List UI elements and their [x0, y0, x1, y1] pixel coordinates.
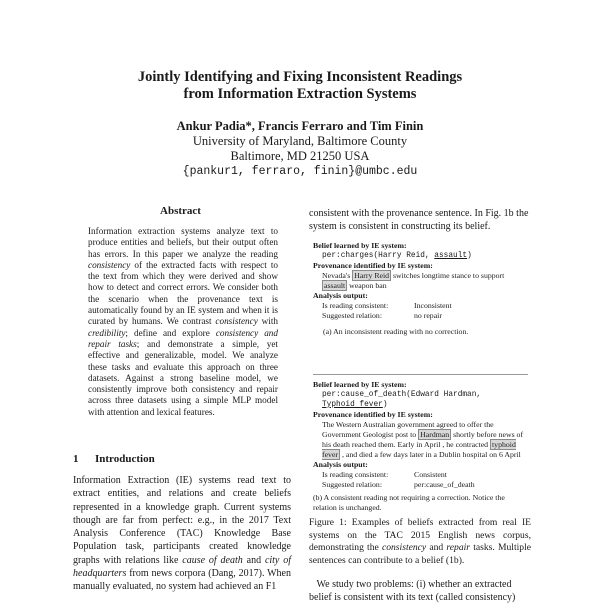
- provenance-text: Nevada's: [322, 271, 353, 280]
- analysis-row: [313, 470, 528, 480]
- intro-emphasis: city of headquarters: [73, 554, 292, 580]
- provenance-text: The Western Australian government agreed to offer the Government Geologist post to: [322, 420, 494, 439]
- analysis-key: Is reading consistent:: [322, 301, 389, 310]
- caption-text: tasks. Multiple sentences can contribute to a belief (1b).: [309, 542, 531, 566]
- provenance-text: shortly before news of his death reached them. Early in April , he contracted: [322, 430, 524, 449]
- abstract-emphasis: credibility: [88, 327, 126, 338]
- analysis-key: Suggested relation:: [322, 480, 382, 489]
- belief-text: per:cause_of_death(Edward Hardman,: [322, 391, 482, 399]
- abstract-text: ; define and explore: [125, 327, 216, 338]
- highlighted-object: assault: [324, 281, 346, 290]
- study-paragraph: [309, 578, 531, 604]
- caption-text: Figure 1: Examples of beliefs extracted from real IE systems on the TAC 2015 English news corpus, demonstrating the: [309, 517, 531, 554]
- belief-text: ): [467, 252, 472, 260]
- analysis-key: Is reading consistent:: [322, 470, 389, 479]
- analysis-value: per:cause_of_death: [414, 480, 475, 489]
- analysis-value: no repair: [414, 311, 442, 320]
- belief-label: Belief learned by IE system:: [313, 241, 407, 250]
- analysis-row: [313, 301, 528, 311]
- provenance-label: Provenance identified by IE system:: [313, 261, 433, 270]
- belief-object: assault: [434, 252, 468, 260]
- provenance-sentence: [313, 420, 528, 460]
- title-line-2: from Information Extraction Systems: [183, 86, 417, 102]
- provenance-sentence: [313, 271, 528, 291]
- highlighted-object: typhoid fever: [322, 440, 516, 459]
- intro-text: from news corpora (Dang, 2017). When manually evaluated, no system had achieved an F1: [73, 568, 291, 593]
- belief-triple: [313, 251, 528, 261]
- abstract-emphasis: consistency: [88, 259, 131, 270]
- provenance-text: weapon ban: [347, 281, 387, 290]
- belief-object: Typhoid fever: [322, 401, 383, 409]
- affiliation: University of Maryland, Baltimore County: [192, 134, 408, 148]
- analysis-value: Inconsistent: [414, 301, 452, 310]
- paper-title: [0, 69, 600, 103]
- intro-text: Information Extraction (IE) systems read text to extract entities, and relations and create beliefs represented in a knowledge graph. Current systems though are far from perfect: e.g., in the 2017 Text Analysis Conference (TAC) Knowledge Base Population task, participants created knowledge graphs with relations like: [73, 475, 291, 566]
- figure-caption: [309, 517, 531, 567]
- highlighted-subject: Harry Reid: [354, 271, 390, 280]
- abstract-body: [88, 226, 278, 418]
- title-line-1: Jointly Identifying and Fixing Inconsistent Readings: [137, 69, 463, 85]
- analysis-key: Suggested relation:: [322, 311, 382, 320]
- analysis-label: Analysis output:: [313, 460, 368, 469]
- abstract-emphasis: consistency and repair tasks: [88, 327, 278, 349]
- abstract-text: with: [257, 316, 278, 327]
- study-text: We study two problems: (i) whether an extracted belief is consistent with its text (called consistency): [309, 579, 516, 603]
- author-emails: {pankur1, ferraro, finin}@umbc.edu: [182, 165, 418, 178]
- caption-emphasis: repair: [446, 542, 471, 554]
- abstract-text: Information extraction systems analyze text to produce entities and beliefs, but their output often has errors. In this paper we analyze the reading: [88, 226, 278, 259]
- provenance-text: , and died a few days later in a Dublin hospital on 6 April: [340, 450, 521, 459]
- abstract-emphasis: consistency: [215, 316, 258, 327]
- subfigure-caption-a: (a) An inconsistent reading with no correction.: [323, 327, 469, 336]
- figure-1b: [313, 380, 528, 513]
- right-column-paragraph: consistent with the provenance sentence. In Fig. 1b the system is consistent in constructing its belief.: [309, 208, 529, 232]
- section-heading-introduction: [73, 453, 155, 465]
- analysis-row: [313, 311, 528, 321]
- belief-text: per:charges(Harry Reid,: [322, 252, 435, 260]
- belief-triple: [313, 390, 528, 410]
- analysis-label: Analysis output:: [313, 291, 368, 300]
- analysis-row: [313, 480, 528, 490]
- intro-emphasis: cause of death: [182, 554, 243, 566]
- analysis-value: Consistent: [414, 470, 447, 479]
- author-names: Ankur Padia*, Francis Ferraro and Tim Finin: [176, 119, 424, 133]
- section-number: 1: [73, 453, 79, 465]
- abstract-heading: Abstract: [160, 205, 201, 217]
- caption-emphasis: consistency: [381, 542, 427, 554]
- provenance-label: Provenance identified by IE system:: [313, 410, 433, 419]
- address: Baltimore, MD 21250 USA: [230, 149, 370, 163]
- subfigure-caption-b: (b) A consistent reading not requiring a correction. Notice the relation is unchanged.: [313, 493, 505, 512]
- provenance-text: switches longtime stance to support: [391, 271, 505, 280]
- abstract-text: ; and demonstrate a simple, yet effective and generalizable, model. We analyze these tasks and evaluate this approach on three datasets. Against a strong baseline model, we consistently improve both consistency and repair across three datasets using a simple MLP model with attention and lexical features.: [88, 338, 278, 417]
- abstract-text: of the extracted facts with respect to the text from which they were derived and show how to detect and correct errors. We consider both the scenario when the provenance text is automatically found by an IE system and when it is curated by humans. We contrast: [88, 259, 278, 327]
- caption-text: and: [426, 542, 447, 554]
- introduction-body: [73, 474, 291, 594]
- belief-text: ): [382, 401, 388, 409]
- intro-text: and: [242, 554, 265, 566]
- belief-label: Belief learned by IE system:: [313, 380, 407, 389]
- figure-divider: [313, 374, 528, 375]
- author-block: [0, 119, 600, 179]
- figure-1a: [313, 241, 528, 337]
- section-title: Introduction: [95, 453, 155, 465]
- highlighted-subject: Hardman: [420, 430, 450, 439]
